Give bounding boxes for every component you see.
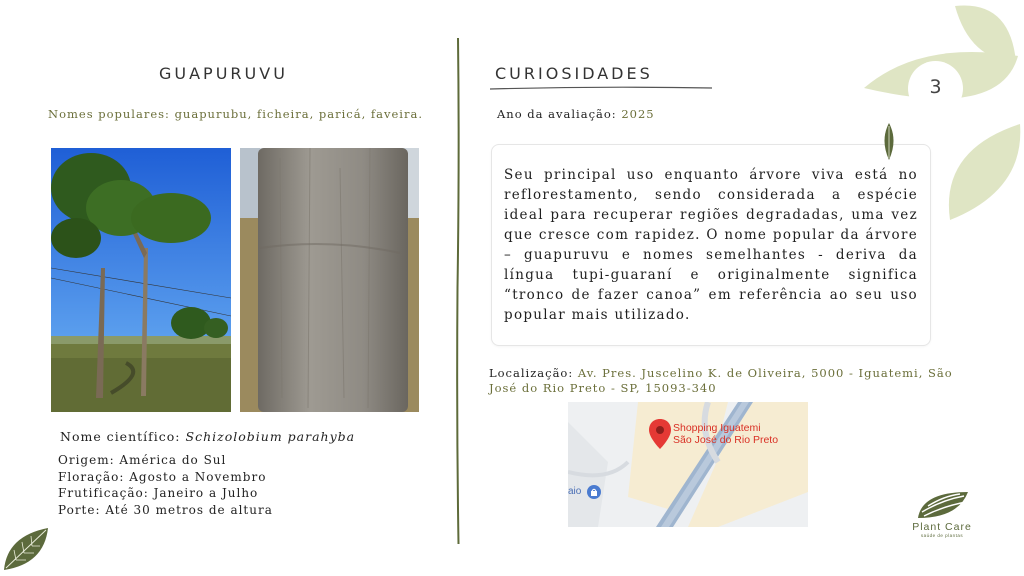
tree-title: GUAPURUVU [159,64,288,83]
leaf-decoration-icon [2,526,52,572]
tree-details [58,452,273,518]
logo-brand: Plant Care [912,521,972,533]
evaluation-year-value: 2025 [621,107,655,121]
fruiting-line: Frutificação: Janeiro a Julho [58,486,259,500]
section-title: CURIOSIDADES [495,64,653,83]
map-place-label[interactable] [673,422,778,446]
scientific-name-label: Nome científico: [60,429,181,444]
map-edge-label: aio [568,486,582,497]
map-place-city: São José do Rio Preto [673,434,779,446]
popular-names: Nomes populares: guapurubu, ficheira, paricá, faveira. [48,107,423,121]
map-pin-icon[interactable] [649,419,671,449]
scientific-name [60,429,355,444]
shopping-bag-icon [587,485,601,499]
column-divider [456,38,460,544]
evaluation-year-label: Ano da avaliação: [497,107,617,121]
location-map[interactable] [568,402,808,527]
flowering-line: Floração: Agosto a Novembro [58,469,267,484]
location [489,366,979,396]
size-line: Porte: Até 30 metros de altura [58,502,273,517]
trunk-photo [240,148,419,412]
title-underline [490,85,712,91]
location-value: Av. Pres. Juscelino K. de Oliveira, 5000 - Iguatemi, São José do Rio Preto - SP, 15093-340 [489,366,953,395]
evaluation-year [497,107,655,121]
curiosity-text: Seu principal uso enquanto árvore viva está no reflorestamento, sendo considerada a espécie ideal para recuperar regiões degradadas, uma vez que cresce com rapidez. O nome popular da árvore – guapuruvu e nomes semelhantes - deriva da língua tupi-guaraní e originalmente significa “tronco de fazer canoa” em referência ao seu uso popular mais utilizado. [504,167,918,323]
tree-photo [51,148,231,412]
scientific-name-value: Schizolobium parahyba [185,429,356,444]
origin-line: Origem: América do Sul [58,453,227,467]
page-number: 3 [929,76,942,98]
logo-tagline: saúde de plantas [920,533,964,538]
plant-care-logo-icon [914,488,970,520]
location-label: Localização: [489,366,574,380]
map-place-name: Shopping Iguatemi [673,422,761,434]
